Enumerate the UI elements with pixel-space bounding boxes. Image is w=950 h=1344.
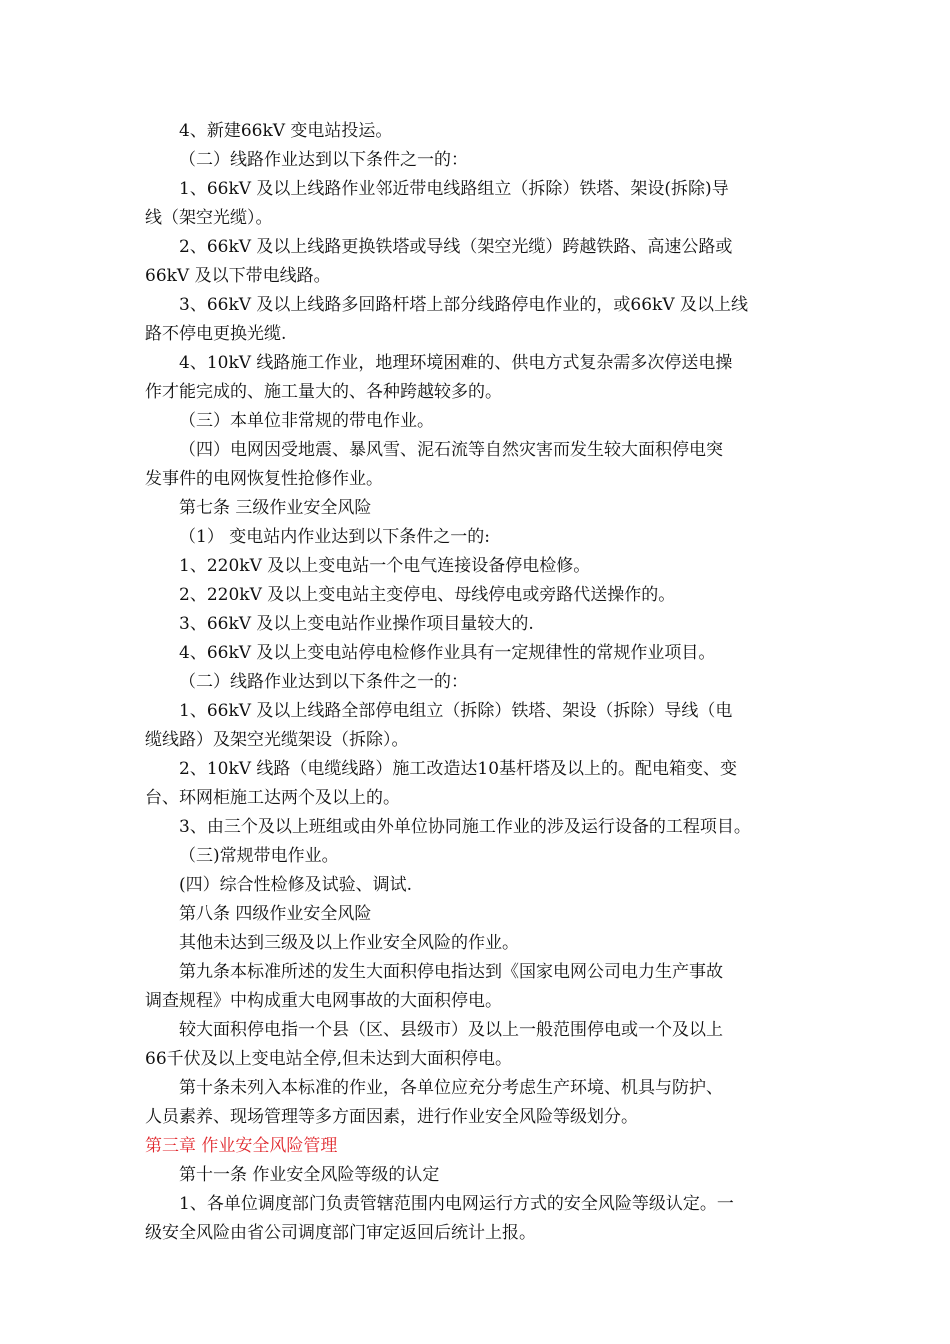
text-line: 3、66kV 及以上变电站作业操作项目量较大的. [179, 614, 534, 634]
text-line: （四）电网因受地震、暴风雪、泥石流等自然灾害而发生较大面积停电突 [179, 440, 723, 460]
text-line: （三）本单位非常规的带电作业。 [179, 411, 434, 431]
text-line: 1、各单位调度部门负责管辖范围内电网运行方式的安全风险等级认定。一 [179, 1194, 734, 1214]
text-line: （二）线路作业达到以下条件之一的： [179, 150, 468, 170]
text-line: 2、220kV 及以上变电站主变停电、母线停电或旁路代送操作的。 [179, 585, 676, 605]
text-line: 调查规程》中构成重大电网事故的大面积停电。 [145, 991, 502, 1011]
text-line: 级安全风险由省公司调度部门审定返回后统计上报。 [145, 1223, 536, 1243]
text-line: 作才能完成的、施工量大的、各种跨越较多的。 [145, 382, 502, 402]
text-line: 66千伏及以上变电站全停,但未达到大面积停电。 [145, 1049, 513, 1069]
text-line: 台、环网柜施工达两个及以上的。 [145, 788, 400, 808]
text-line: 4、10kV 线路施工作业，地理环境困难的、供电方式复杂需多次停送电操 [179, 353, 733, 373]
text-line: 第十条未列入本标准的作业，各单位应充分考虑生产环境、机具与防护、 [179, 1078, 723, 1098]
text-line: 1、66kV 及以上线路全部停电组立（拆除）铁塔、架设（拆除）导线（电 [179, 701, 733, 721]
text-line: 1、220kV 及以上变电站一个电气连接设备停电检修。 [179, 556, 591, 576]
text-line: 3、66kV 及以上线路多回路杆塔上部分线路停电作业的，或66kV 及以上线 [179, 295, 749, 315]
text-line: (四）综合性检修及试验、调试. [179, 875, 413, 895]
text-line: （1） 变电站内作业达到以下条件之一的: [179, 527, 490, 547]
text-line: 4、新建66kV 变电站投运。 [179, 121, 393, 141]
text-line: 66kV 及以下带电线路。 [145, 266, 331, 286]
text-line: 第八条 四级作业安全风险 [179, 904, 372, 924]
text-line: 第七条 三级作业安全风险 [179, 498, 372, 518]
text-line: 第十一条 作业安全风险等级的认定 [179, 1165, 440, 1185]
text-line: 3、由三个及以上班组或由外单位协同施工作业的涉及运行设备的工程项目。 [179, 817, 751, 837]
document-page [145, 117, 805, 1248]
chapter-heading: 第三章 作业安全风险管理 [145, 1136, 338, 1156]
text-line: 缆线路）及架空光缆架设（拆除）。 [145, 730, 409, 750]
text-line: 线（架空光缆）。 [145, 208, 273, 228]
text-line: 第九条本标准所述的发生大面积停电指达到《国家电网公司电力生产事故 [179, 962, 723, 982]
text-line: 人员素养、现场管理等多方面因素，进行作业安全风险等级划分。 [145, 1107, 638, 1127]
text-line: 1、66kV 及以上线路作业邻近带电线路组立（拆除）铁塔、架设(拆除)导 [179, 179, 729, 199]
text-line: 4、66kV 及以上变电站停电检修作业具有一定规律性的常规作业项目。 [179, 643, 716, 663]
text-line: 2、66kV 及以上线路更换铁塔或导线（架空光缆）跨越铁路、高速公路或 [179, 237, 733, 257]
text-line: （二）线路作业达到以下条件之一的： [179, 672, 468, 692]
text-line: 2、10kV 线路（电缆线路）施工改造达10基杆塔及以上的。配电箱变、变 [179, 759, 738, 779]
text-line: 较大面积停电指一个县（区、县级市）及以上一般范围停电或一个及以上 [179, 1020, 723, 1040]
text-line: 其他未达到三级及以上作业安全风险的作业。 [179, 933, 519, 953]
text-line: （三)常规带电作业。 [179, 846, 339, 866]
text-line: 发事件的电网恢复性抢修作业。 [145, 469, 383, 489]
text-line: 路不停电更换光缆. [145, 324, 287, 344]
